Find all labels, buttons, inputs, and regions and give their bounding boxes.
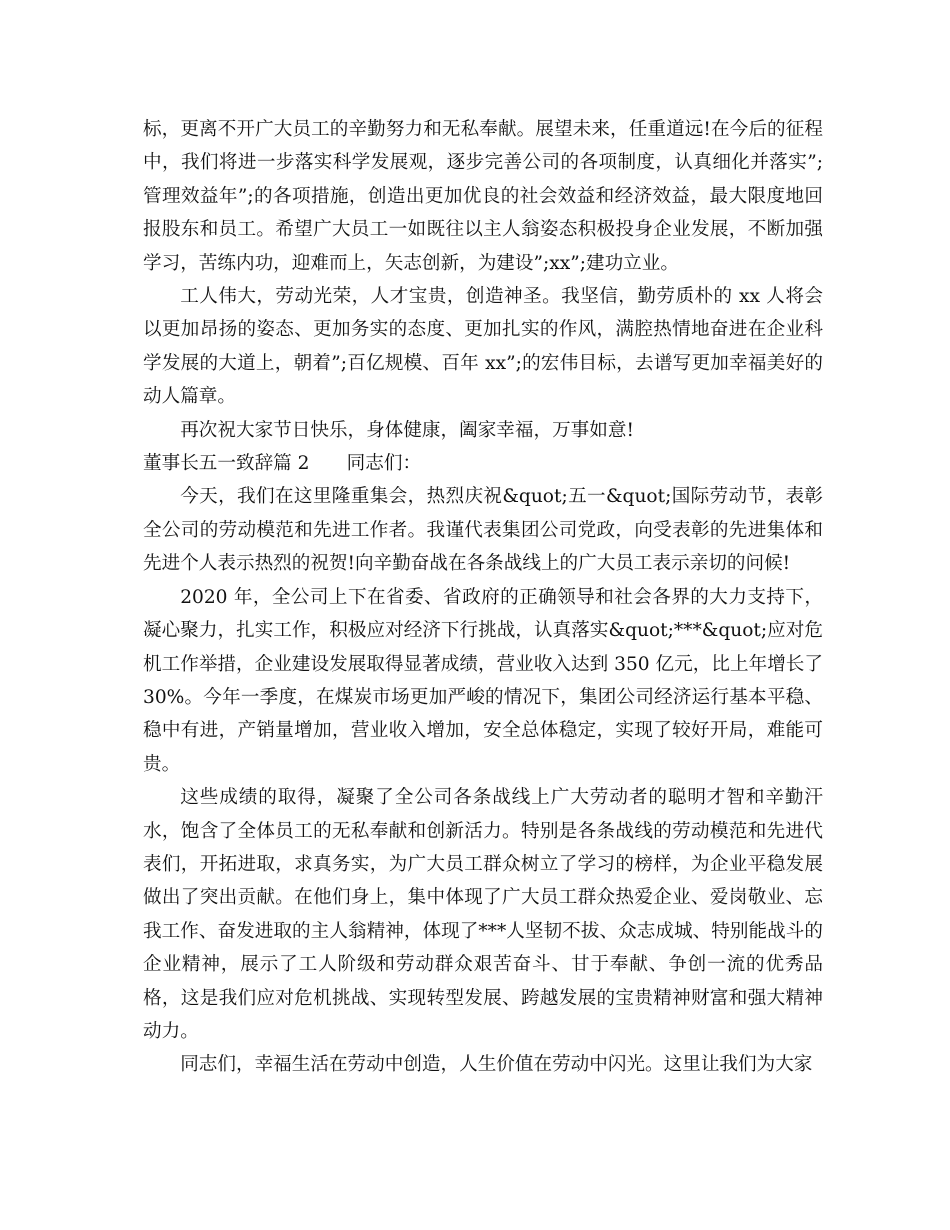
paragraph: 工人伟大，劳动光荣，人才宝贵，创造神圣。我坚信，勤劳质朴的 xx 人将会以更加昂扬的姿态、更加务实的态度、更加扎实的作风，满腔热情地奋进在企业科学发展的大道上，朝着”;百亿规模、百年 xx”;的宏伟目标，去谱写更加幸福美好的动人篇章。 [143,286,823,408]
paragraph: 今天，我们在这里隆重集会，热烈庆祝&quot;五一&quot;国际劳动节，表彰全公司的劳动模范和先进工作者。我谨代表集团公司党政，向受表彰的先进集体和先进个人表示热烈的祝贺!向辛勤奋战在各条战线上的广大员工表示亲切的问候! [143,486,823,575]
paragraph: 标，更离不开广大员工的辛勤努力和无私奉献。展望未来，任重道远!在今后的征程中，我们将进一步落实科学发展观，逐步完善公司的各项制度，认真细化并落实”;管理效益年”;的各项措施，创造出更加优良的社会效益和经济效益，最大限度地回报股东和员工。希望广大员工一如既往以主人翁姿态积极投身企业发展，不断加强学习，苦练内功，迎难而上，矢志创新，为建设”;xx”;建功立业。 [143,119,823,274]
paragraph: 这些成绩的取得，凝聚了全公司各条战线上广大劳动者的聪明才智和辛勤汗水，饱含了全体员工的无私奉献和创新活力。特别是各条战线的劳动模范和先进代表们，开拓进取，求真务实，为广大员工群众树立了学习的榜样，为企业平稳发展做出了突出贡献。在他们身上，集中体现了广大员工群众热爱企业、爱岗敬业、忘我工作、奋发进取的主人翁精神，体现了***人坚韧不拔、众志成城、特别能战斗的企业精神，展示了工人阶级和劳动群众艰苦奋斗、甘于奉献、争创一流的优秀品格，这是我们应对危机挑战、实现转型发展、跨越发展的宝贵精神财富和强大精神动力。 [143,787,823,1042]
paragraph: 再次祝大家节日快乐，身体健康，阖家幸福，万事如意! [180,419,634,441]
paragraph: 2020 年，全公司上下在省委、省政府的正确领导和社会各界的大力支持下，凝心聚力，扎实工作，积极应对经济下行挑战，认真落实&quot;***&quot;应对危机工作举措，企业建设发展取得显著成绩，营业收入达到 350 亿元，比上年增长了 30%。今年一季度，在煤炭市场更加严峻的情况下，集团公司经济运行基本平稳、稳中有进，产销量增加，营业收入增加，安全总体稳定，实现了较好开局，难能可贵。 [143,586,823,775]
section-heading: 董事长五一致辞篇 2 同志们： [143,453,422,475]
document-body [143,113,823,1082]
paragraph: 同志们，幸福生活在劳动中创造，人生价值在劳动中闪光。这里让我们为大家 [180,1054,813,1076]
